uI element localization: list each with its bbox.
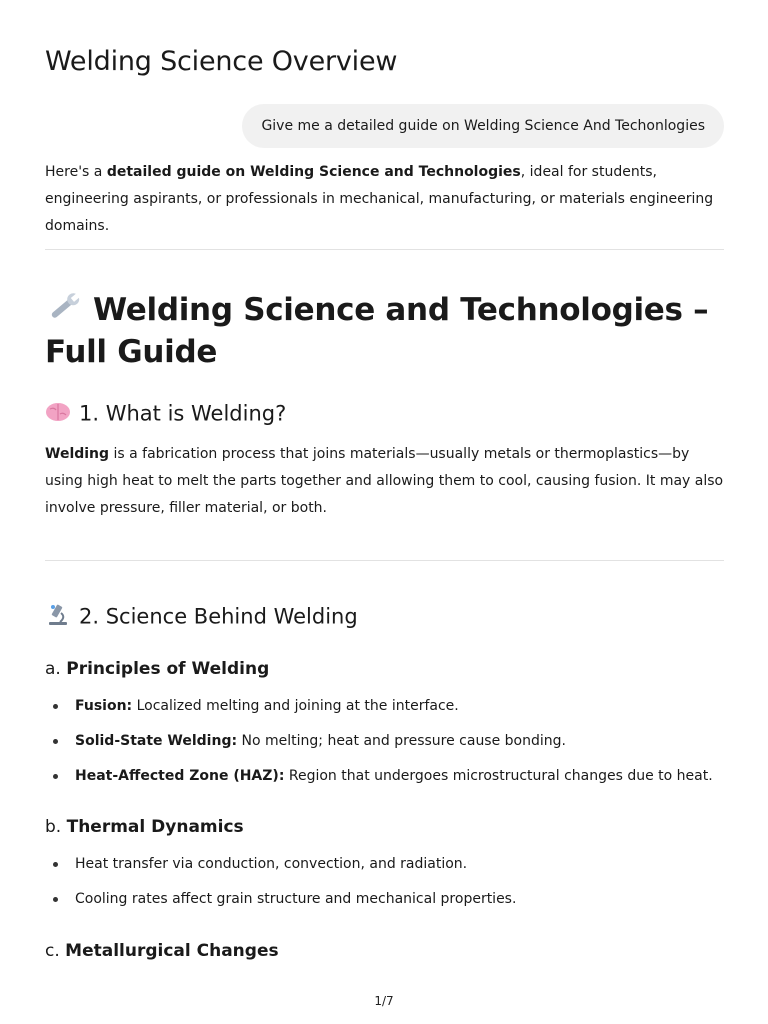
subsection-b-prefix: b. [45, 817, 67, 837]
main-heading-text: Welding Science and Technologies – Full Guide [45, 292, 709, 370]
list-item-label: Solid-State Welding: [75, 733, 238, 749]
microscope-icon [45, 603, 71, 632]
intro-text-start: Here's a [45, 164, 107, 180]
subsection-a-prefix: a. [45, 659, 67, 679]
section-2-heading [45, 603, 358, 632]
list-item [45, 766, 724, 801]
subsection-a-title: Principles of Welding [66, 659, 270, 679]
intro-bold-text: detailed guide on Welding Science and Technologies [106, 164, 521, 180]
divider [45, 249, 724, 250]
page-number: 1/7 [374, 994, 394, 1008]
section-2-heading-text: 2. Science Behind Welding [79, 604, 358, 629]
brain-icon [45, 401, 71, 428]
list-item-label: Heat-Affected Zone (HAZ): [75, 768, 285, 784]
list-item [45, 731, 724, 766]
subsection-c-title: Metallurgical Changes [65, 941, 279, 961]
subsection-c-heading [45, 941, 279, 961]
intro-paragraph [45, 159, 724, 240]
list-item-text: No melting; heat and pressure cause bonding. [237, 733, 566, 749]
subsection-c-prefix: c. [45, 941, 66, 961]
section-1-bold-term: Welding [45, 446, 110, 462]
intro-text-end: , ideal for students, engineering aspirants, or professionals in mechanical, manufacturing, or materials engineering domains. [45, 164, 714, 234]
list-item: Cooling rates affect grain structure and mechanical properties. [45, 889, 724, 924]
list-item-text: Localized melting and joining at the interface. [132, 698, 459, 714]
principles-list [45, 696, 724, 801]
list-item-label: Fusion: [75, 698, 133, 714]
subsection-b-title: Thermal Dynamics [66, 817, 244, 837]
list-item [45, 696, 724, 731]
thermal-dynamics-list [45, 854, 724, 924]
list-item: Heat transfer via conduction, convection, and radiation. [45, 854, 724, 889]
wrench-icon [45, 292, 83, 332]
section-1-paragraph [45, 441, 724, 522]
divider [45, 560, 724, 561]
section-1-heading [45, 401, 286, 428]
section-1-heading-text: 1. What is Welding? [79, 401, 287, 426]
document-title: Welding Science Overview [45, 46, 398, 77]
subsection-b-heading [45, 817, 244, 837]
user-message-bubble: Give me a detailed guide on Welding Science And Techonlogies [242, 104, 724, 148]
section-1-text: is a fabrication process that joins materials—usually metals or thermoplastics—by using high heat to melt the parts together and allowing them to cool, causing fusion. It may also involve pressure, filler material, or both. [45, 446, 724, 516]
subsection-a-heading [45, 659, 269, 679]
list-item-text: Region that undergoes microstructural changes due to heat. [284, 768, 713, 784]
main-heading [45, 290, 724, 372]
